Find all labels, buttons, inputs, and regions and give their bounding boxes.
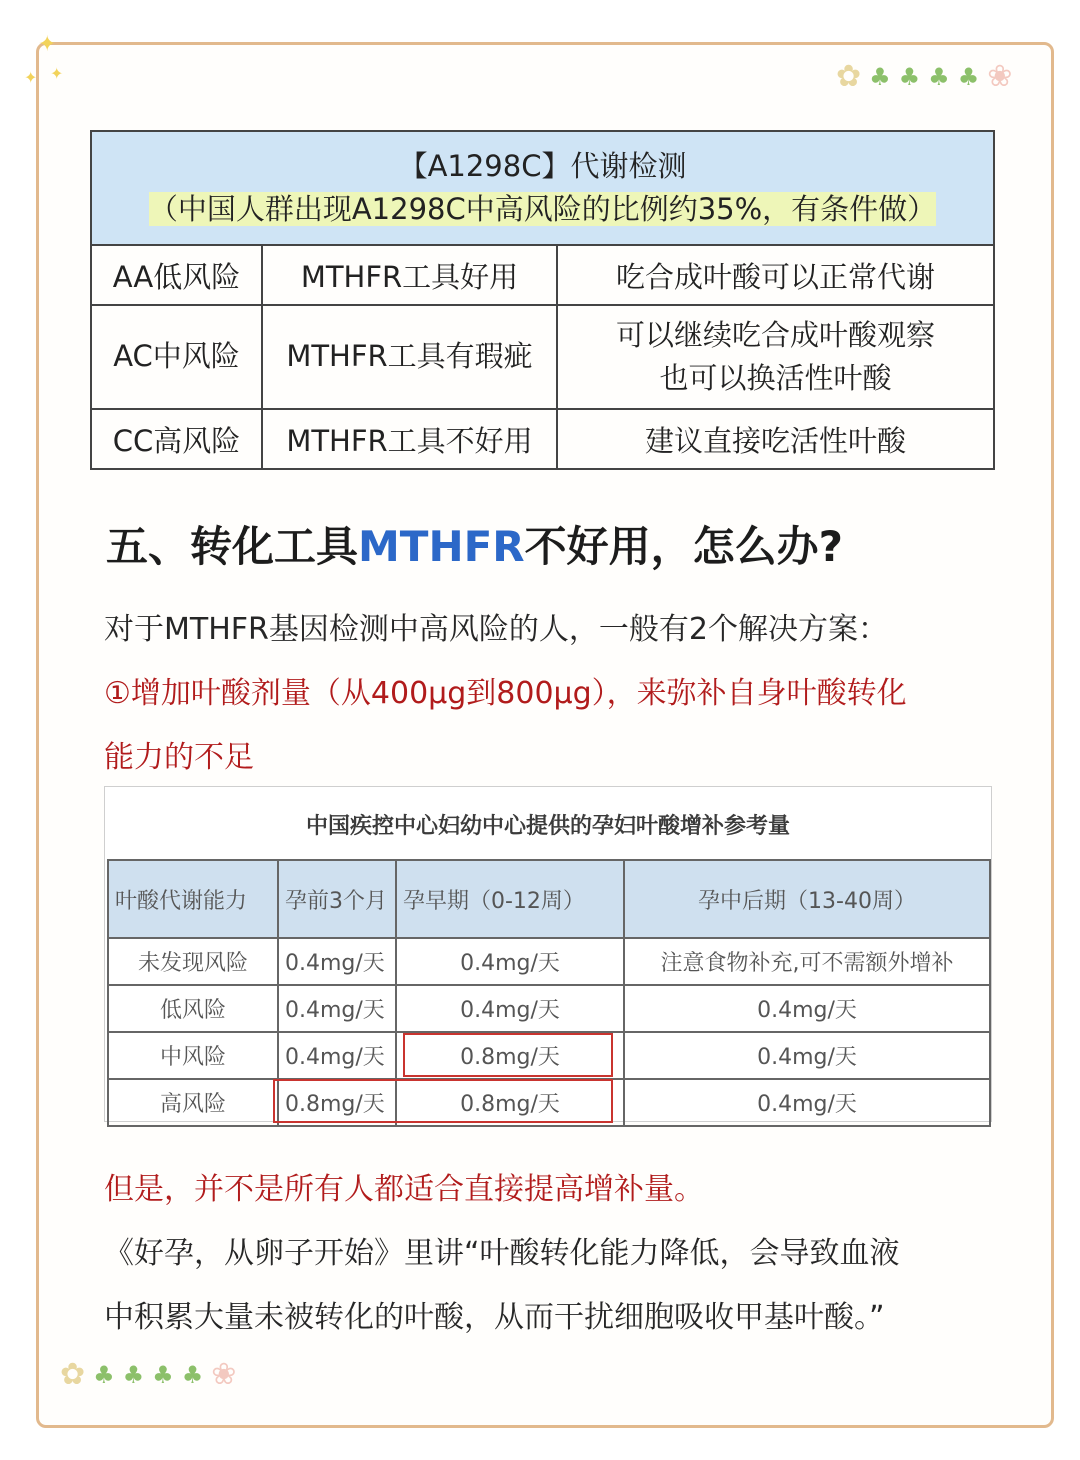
a1298c-table-header [91, 131, 994, 245]
advice-cell: 吃合成叶酸可以正常代谢 [557, 245, 994, 305]
solution-line: 能力的不足 [104, 740, 254, 775]
column-header: 孕早期（0-12周） [396, 860, 624, 938]
table-cell: 0.4mg/天 [278, 1032, 396, 1079]
table-cell: 0.8mg/天 [396, 1032, 624, 1079]
a1298c-table-title: 【A1298C】代谢检测 [398, 148, 687, 183]
risk-cell: AC中风险 [91, 305, 262, 409]
flower-icon: ✿ [836, 59, 862, 94]
a1298c-table [90, 130, 995, 470]
sprout-icon: ♣ [181, 1361, 204, 1389]
risk-cell: AA低风险 [91, 245, 262, 305]
table-cell: 中风险 [108, 1032, 278, 1079]
risk-cell: CC高风险 [91, 409, 262, 469]
sparkle-icon: ✦ [50, 64, 64, 83]
flower-icon: ✿ [60, 1357, 86, 1392]
solution-line: ①增加叶酸剂量（从400μg到800μg），来弥补自身叶酸转化 [104, 676, 907, 711]
table-cell: 0.8mg/天 [278, 1079, 396, 1126]
table-cell: 注意食物补充,可不需额外增补 [624, 938, 990, 985]
top-right-decoration [836, 59, 1013, 94]
table-row [108, 938, 990, 985]
heading-prefix: 五、转化工具 [106, 522, 359, 571]
quote-line: 《好孕，从卵子开始》里讲“叶酸转化能力降低，会导致血液 [104, 1236, 900, 1271]
table-row [91, 245, 994, 305]
reference-table-title: 中国疾控中心妇幼中心提供的孕妇叶酸增补参考量 [305, 814, 790, 839]
heading-suffix: 不好用，怎么办? [524, 522, 844, 571]
tool-cell: MTHFR工具好用 [262, 245, 557, 305]
sparkle-icon: ✦ [38, 32, 57, 57]
table-cell: 0.8mg/天 [396, 1079, 624, 1126]
table-row [108, 1079, 990, 1126]
table-cell: 0.4mg/天 [396, 985, 624, 1032]
section-heading [106, 514, 843, 574]
table-row [91, 409, 994, 469]
heading-highlight: MTHFR [358, 522, 525, 571]
table-cell: 0.4mg/天 [278, 938, 396, 985]
table-row [108, 985, 990, 1032]
advice-cell [557, 305, 994, 409]
intro-paragraph: 对于MTHFR基因检测中高风险的人，一般有2个解决方案： [104, 612, 888, 647]
sprout-icon: ♣ [957, 63, 980, 91]
table-cell: 0.4mg/天 [624, 1079, 990, 1126]
folic-acid-reference-table-image [104, 786, 992, 1122]
table-cell: 0.4mg/天 [396, 938, 624, 985]
column-header: 叶酸代谢能力 [108, 860, 278, 938]
column-header: 孕前3个月 [278, 860, 396, 938]
table-row [108, 1032, 990, 1079]
bottom-left-decoration [60, 1357, 237, 1392]
but-paragraph: 但是，并不是所有人都适合直接提高增补量。 [104, 1172, 704, 1207]
sprout-icon: ♣ [152, 1361, 174, 1389]
tool-cell: MTHFR工具不好用 [262, 409, 557, 469]
table-row [91, 305, 994, 409]
sprout-icon: ♣ [122, 1361, 145, 1389]
flower-icon: ❀ [211, 1357, 237, 1392]
table-cell: 高风险 [108, 1079, 278, 1126]
sprout-icon: ♣ [898, 63, 921, 91]
reference-table [107, 859, 991, 1127]
tool-cell: MTHFR工具有瑕疵 [262, 305, 557, 409]
quote-line: 中积累大量未被转化的叶酸，从而干扰细胞吸收甲基叶酸。” [104, 1300, 885, 1335]
table-cell: 未发现风险 [108, 938, 278, 985]
sprout-icon: ♣ [928, 63, 950, 91]
table-cell: 0.4mg/天 [624, 985, 990, 1032]
advice-line: 可以继续吃合成叶酸观察 [616, 317, 936, 352]
table-cell: 低风险 [108, 985, 278, 1032]
sprout-icon: ♣ [93, 1361, 115, 1389]
table-header-row [108, 860, 990, 938]
a1298c-table-subtitle: （中国人群出现A1298C中高风险的比例约35%，有条件做） [148, 192, 937, 226]
flower-icon: ❀ [987, 59, 1013, 94]
sparkle-icon: ✦ [24, 68, 38, 87]
table-cell: 0.4mg/天 [278, 985, 396, 1032]
column-header: 孕中后期（13-40周） [624, 860, 990, 938]
advice-line: 也可以换活性叶酸 [659, 361, 892, 395]
table-cell: 0.4mg/天 [624, 1032, 990, 1079]
sprout-icon: ♣ [869, 63, 891, 91]
advice-cell: 建议直接吃活性叶酸 [557, 409, 994, 469]
